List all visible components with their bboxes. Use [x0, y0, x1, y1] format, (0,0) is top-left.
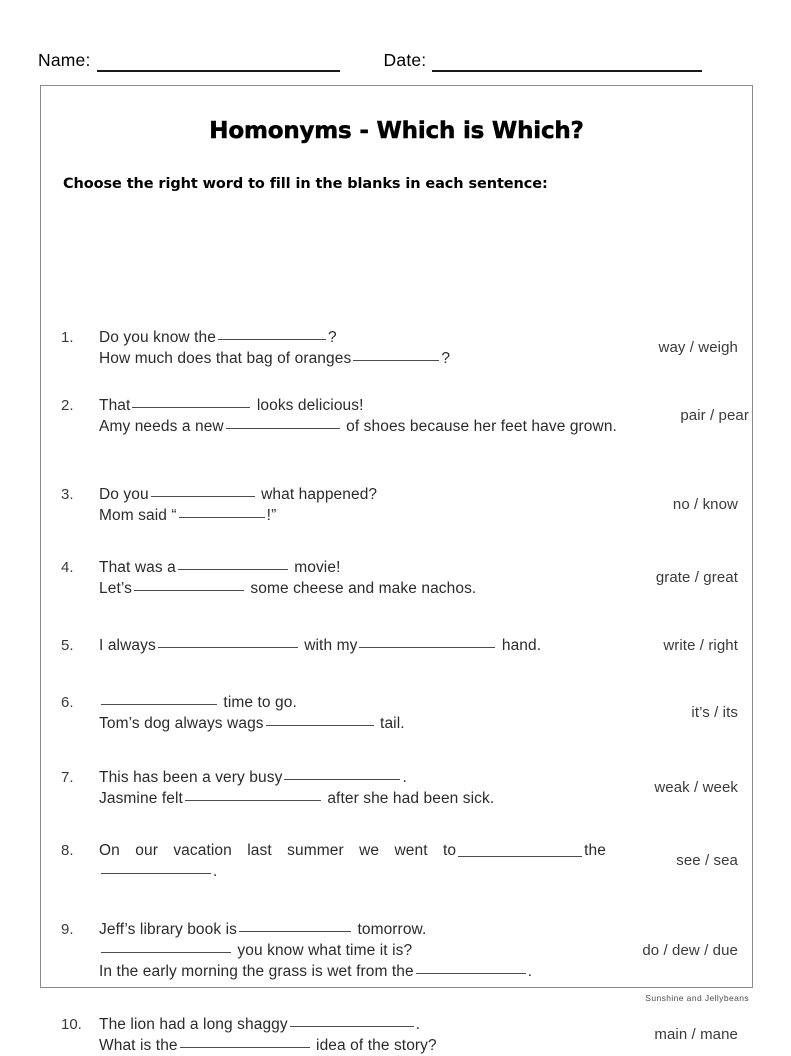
- word-choices: do / dew / due: [642, 942, 738, 959]
- answer-blank[interactable]: [101, 704, 217, 705]
- question-number: 9.: [61, 921, 74, 938]
- sentence-text: some cheese and make nachos.: [245, 580, 477, 597]
- word-choices: no / know: [672, 496, 738, 513]
- sentence-line: [99, 940, 606, 961]
- sentence-text: That was a: [99, 559, 176, 576]
- answer-blank[interactable]: [359, 647, 495, 648]
- sentence-line: [99, 484, 606, 505]
- sentence-text: hand.: [497, 637, 542, 654]
- question-row: [41, 1014, 752, 1056]
- sentence-text: idea of the story?: [311, 1037, 437, 1054]
- question-number: 7.: [61, 769, 74, 786]
- answer-blank[interactable]: [458, 856, 582, 857]
- word-choices: write / right: [663, 637, 738, 654]
- sentence-text: .: [415, 1016, 421, 1033]
- student-info-row: [38, 42, 755, 72]
- question-row: [41, 484, 752, 526]
- sentence-line: [99, 1014, 606, 1035]
- sentence-line: [99, 348, 606, 369]
- question-number: 8.: [61, 842, 74, 859]
- date-label: Date:: [383, 50, 427, 70]
- sentence-text: tail.: [375, 715, 405, 732]
- question-row: [41, 557, 752, 599]
- answer-blank[interactable]: [185, 800, 321, 801]
- sentence-text: Jeff’s library book is: [99, 921, 238, 938]
- sentence-text: How much does that bag of oranges: [99, 350, 352, 367]
- credit-footer: Sunshine and Jellybeans: [645, 993, 749, 1003]
- sentence-text: ?: [441, 350, 451, 367]
- sentence-text: movie!: [289, 559, 341, 576]
- sentence-text: The lion had a long shaggy: [99, 1016, 288, 1033]
- question-sentences: [99, 919, 616, 982]
- answer-blank[interactable]: [132, 407, 250, 408]
- date-field-group: [384, 50, 703, 72]
- sentence-line: [99, 578, 606, 599]
- sentence-line: [99, 713, 606, 734]
- sentence-text: What is the: [99, 1037, 178, 1054]
- sentence-line: [99, 919, 606, 940]
- question-sentences: [99, 692, 616, 734]
- name-label: Name:: [38, 50, 91, 70]
- name-input-line[interactable]: [97, 56, 340, 72]
- word-choices: it’s / its: [691, 704, 738, 721]
- sentence-text: Amy needs a new: [99, 418, 224, 435]
- answer-blank[interactable]: [353, 360, 439, 361]
- sentence-text: !”: [266, 507, 277, 524]
- answer-blank[interactable]: [101, 873, 211, 874]
- word-choices: grate / great: [655, 569, 738, 586]
- sentence-text: This has been a very busy: [99, 769, 283, 786]
- sentence-line: [99, 767, 606, 788]
- question-row: [41, 327, 752, 369]
- question-number: 2.: [61, 397, 74, 414]
- question-sentences: [99, 557, 616, 599]
- answer-blank[interactable]: [158, 647, 298, 648]
- answer-blank[interactable]: [290, 1026, 414, 1027]
- question-number: 6.: [61, 694, 74, 711]
- name-field-group: [38, 50, 340, 72]
- answer-blank[interactable]: [284, 779, 400, 780]
- sentence-line: [99, 692, 606, 713]
- sentence-text: Do you know the: [99, 329, 216, 346]
- instruction-text: Choose the right word to fill in the blanks in each sentence:: [63, 176, 548, 192]
- sentence-text: tomorrow.: [353, 921, 427, 938]
- answer-blank[interactable]: [416, 973, 526, 974]
- sentence-line: [99, 416, 617, 437]
- sentence-text: That: [99, 397, 131, 414]
- sentence-line: [99, 327, 606, 348]
- question-row: [41, 919, 752, 982]
- word-choices: main / mane: [654, 1026, 738, 1043]
- sentence-line: [99, 505, 606, 526]
- word-choices: way / weigh: [658, 339, 738, 356]
- question-sentences: [99, 635, 616, 656]
- answer-blank[interactable]: [101, 952, 231, 953]
- answer-blank[interactable]: [178, 569, 288, 570]
- answer-blank[interactable]: [180, 1047, 310, 1048]
- sentence-text: .: [402, 769, 407, 786]
- question-sentences: [99, 840, 616, 882]
- sentence-text: after she had been sick.: [322, 790, 495, 807]
- question-number: 5.: [61, 637, 74, 654]
- sentence-text: ?: [327, 329, 337, 346]
- sentence-text: I always: [99, 637, 156, 654]
- sentence-text: Tom’s dog always wags: [99, 715, 264, 732]
- sentence-text: looks delicious!: [252, 397, 364, 414]
- question-sentences: [99, 484, 616, 526]
- answer-blank[interactable]: [151, 496, 255, 497]
- date-input-line[interactable]: [432, 56, 702, 72]
- word-choices: weak / week: [654, 779, 738, 796]
- sentence-text: Jasmine felt: [99, 790, 183, 807]
- question-sentences: [99, 767, 616, 809]
- answer-blank[interactable]: [239, 931, 351, 932]
- sentence-line: [99, 861, 606, 882]
- sentence-line: [99, 840, 606, 861]
- sentence-line: [99, 1035, 606, 1056]
- sentence-text: what happened?: [256, 486, 378, 503]
- question-sentences: [99, 327, 616, 369]
- sentence-text: Let’s: [99, 580, 132, 597]
- sentence-text: .: [527, 963, 533, 980]
- question-number: 10.: [61, 1016, 82, 1033]
- sentence-text: you know what time it is?: [233, 942, 413, 959]
- sentence-line: [99, 635, 606, 656]
- sentence-text: time to go.: [219, 694, 297, 711]
- question-number: 4.: [61, 559, 74, 576]
- question-number: 1.: [61, 329, 74, 346]
- sentence-line: [99, 395, 617, 416]
- question-row: [41, 692, 752, 734]
- page-title: Homonyms - Which is Which?: [209, 118, 584, 144]
- answer-blank[interactable]: [179, 517, 265, 518]
- sentence-text: with my: [299, 637, 358, 654]
- question-row: [41, 767, 752, 809]
- sentence-text: Mom said “: [99, 507, 177, 524]
- sentence-text: Do you: [99, 486, 149, 503]
- question-sentences: [99, 1014, 616, 1056]
- answer-blank[interactable]: [218, 339, 326, 340]
- sentence-text: In the early morning the grass is wet from the: [99, 963, 414, 980]
- question-row: [41, 395, 752, 437]
- sentence-text: of shoes because her feet have grown.: [341, 418, 617, 435]
- question-row: [41, 635, 752, 656]
- question-row: [41, 840, 752, 882]
- answer-blank[interactable]: [134, 590, 244, 591]
- question-number: 3.: [61, 486, 74, 503]
- sentence-text: .: [213, 863, 218, 880]
- word-choices: pair / pear: [680, 407, 749, 424]
- sentence-text: the: [584, 842, 606, 859]
- sentence-line: [99, 961, 606, 982]
- sentence-line: [99, 557, 606, 578]
- word-choices: see / sea: [676, 852, 738, 869]
- question-sentences: [99, 395, 627, 437]
- answer-blank[interactable]: [226, 428, 340, 429]
- sentence-text: On our vacation last summer we went to: [99, 842, 457, 859]
- answer-blank[interactable]: [266, 725, 374, 726]
- sentence-line: [99, 788, 606, 809]
